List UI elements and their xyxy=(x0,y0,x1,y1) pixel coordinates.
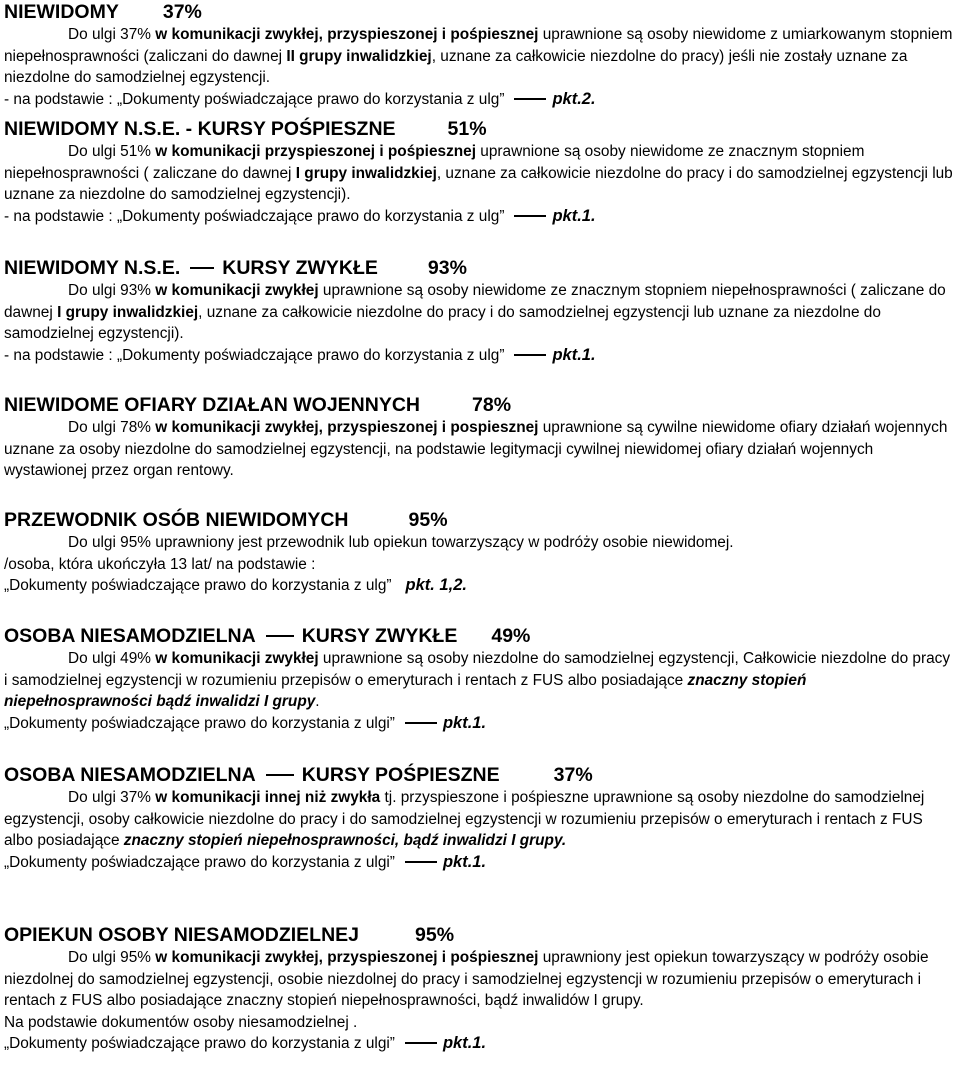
section-body-note: Na podstawie dokumentów osoby niesamodzielnej . xyxy=(4,1013,358,1031)
section-niewidome-ofiary xyxy=(4,393,956,482)
section-heading xyxy=(4,117,956,141)
heading-title: PRZEWODNIK OSÓB NIEWIDOMYCH xyxy=(4,509,349,531)
reference-point: pkt.1. xyxy=(442,713,487,732)
heading-subtitle: KURSY ZWYKŁE xyxy=(222,257,378,279)
section-body xyxy=(4,787,956,852)
body-text: . xyxy=(315,693,320,711)
body-text: Do ulgi 78% xyxy=(68,419,156,436)
heading-subtitle: KURSY POŚPIESZNE xyxy=(197,118,396,140)
section-niewidomy-nse-zwykle xyxy=(4,256,956,366)
reference-line xyxy=(4,345,956,367)
heading-percent: 93% xyxy=(427,257,467,279)
reference-document: „Dokumenty poświadczające prawo do korzystania z ulg” xyxy=(116,90,505,108)
heading-percent: 49% xyxy=(491,625,531,647)
body-text: Do ulgi 37% xyxy=(68,26,156,43)
section-body xyxy=(4,280,956,345)
heading-dash xyxy=(266,635,294,637)
body-text: uprawnione są cywilne niewidome ofiary działań wojennych uznane za osoby niezdolne do samodzielnej egzystencji, na podstawie legitymacji cywilnej niewidomej ofiary działań wojennych wystawionej przez organ rentowy. xyxy=(4,419,948,480)
reference-line xyxy=(4,206,956,228)
body-bold: w komunikacji zwykłej xyxy=(155,650,319,667)
heading-dash xyxy=(190,267,214,269)
body-text: uprawnione są osoby niewidome ze znacznym stopniem niepełnosprawności ( zaliczane do dawnej xyxy=(4,282,946,321)
reference-prefix: - na podstawie : xyxy=(4,207,117,225)
heading-title: OSOBA NIESAMODZIELNA xyxy=(4,625,256,647)
section-heading xyxy=(4,256,956,280)
reference-point: pkt.1. xyxy=(552,345,596,364)
section-przewodnik xyxy=(4,508,956,597)
section-niesamodzielna-zwykle xyxy=(4,624,956,734)
reference-document: „Dokumenty poświadczające prawo do korzystania z ulg” xyxy=(4,577,392,595)
heading-percent: 78% xyxy=(472,394,512,416)
section-opiekun-niesamodzielnej xyxy=(4,923,956,1055)
dash-rule xyxy=(405,1042,437,1044)
body-text: , uznane za całkowicie niezdolne do pracy) jeśli nie zostały uznane za niezdolne do samodzielnej egzystencji. xyxy=(4,47,908,87)
reference-document: „Dokumenty poświadczające prawo do korzystania z ulgi” xyxy=(4,1035,395,1053)
dash-rule xyxy=(405,861,437,863)
body-text: uprawnione są osoby niezdolne do samodzielnej egzystencji, Całkowicie niezdolne do pracy i samodzielnej egzystencji w rozumieniu przepisów o emeryturach i rentach z FUS albo posiadające xyxy=(4,650,951,689)
body-text: Do ulgi 49% xyxy=(68,650,156,667)
body-text: Do ulgi 51% xyxy=(68,143,156,160)
section-body xyxy=(4,141,956,206)
reference-point: pkt.2. xyxy=(552,89,596,108)
heading-percent: 95% xyxy=(415,924,455,946)
reference-prefix: - na podstawie : xyxy=(4,346,117,364)
heading-percent: 37% xyxy=(162,1,202,23)
body-bold: II grupy inwalidzkiej xyxy=(286,47,432,65)
reference-point: pkt.1. xyxy=(442,1034,487,1053)
heading-separator: - xyxy=(180,118,198,140)
body-bold: w komunikacji zwykłej, przyspieszonej i pospiesznej xyxy=(155,419,539,436)
heading-percent: 95% xyxy=(408,509,448,531)
reference-point: pkt.1. xyxy=(552,206,596,225)
body-bold: I grupy inwalidzkiej xyxy=(295,164,437,182)
section-heading xyxy=(4,0,956,24)
heading-title: OSOBA NIESAMODZIELNA xyxy=(4,764,256,786)
reference-line xyxy=(4,1033,956,1055)
heading-title: OPIEKUN OSOBY NIESAMODZIELNEJ xyxy=(4,924,360,946)
reference-line xyxy=(4,713,956,735)
reference-document: „Dokumenty poświadczające prawo do korzystania z ulg” xyxy=(116,207,505,225)
section-heading xyxy=(4,624,956,648)
body-text: uprawnione są osoby niewidome z umiarkowanym stopniem niepełnosprawności (zaliczani do dawnej xyxy=(4,26,953,65)
reference-document: „Dokumenty poświadczające prawo do korzystania z ulgi” xyxy=(4,714,395,732)
reference-line xyxy=(4,89,956,111)
section-body xyxy=(4,648,956,713)
body-bold: w komunikacji przyspieszonej i pośpiesznej xyxy=(155,143,476,160)
section-body-note: /osoba, która ukończyła 13 lat/ na podstawie : xyxy=(4,555,316,573)
reference-document: „Dokumenty poświadczające prawo do korzystania z ulgi” xyxy=(4,853,395,871)
body-bold: w komunikacji innej niż zwykła xyxy=(155,789,381,806)
body-text: uprawniony jest opiekun towarzyszący w podróży osobie niezdolnej do samodzielnej egzystencji, osobie niezdolnej do pracy i samodzielnej egzystencji w rozumieniu przepisów o emeryturach i rentach z FUS albo posiadające znaczny stopień niepełnosprawności, bądź inwalidów I grupy. xyxy=(4,949,929,1010)
heading-title: NIEWIDOMY N.S.E. xyxy=(4,118,181,140)
section-body xyxy=(4,24,956,89)
reference-line xyxy=(4,575,956,597)
body-text: Do ulgi 37% xyxy=(68,789,156,806)
section-niesamodzielna-pospieszne xyxy=(4,763,956,873)
body-bold: I grupy inwalidzkiej xyxy=(57,303,199,321)
heading-subtitle: KURSY ZWYKŁE xyxy=(301,625,458,647)
section-body xyxy=(4,417,956,482)
section-body xyxy=(4,947,956,1012)
body-bold: w komunikacji zwykłej, przyspieszonej i pośpiesznej xyxy=(155,26,539,43)
dash-rule xyxy=(514,98,546,100)
heading-title: NIEWIDOMY N.S.E. xyxy=(4,257,181,279)
dash-rule xyxy=(514,215,546,217)
section-heading xyxy=(4,508,956,532)
section-heading xyxy=(4,763,956,787)
section-body: Do ulgi 95% uprawniony jest przewodnik lub opiekun towarzyszący w podróży osobie niewidomej. xyxy=(68,534,734,551)
body-text: tj. przyspieszone i pośpieszne uprawnione są osoby niezdolne do samodzielnej egzystencji, osoby całkowicie niezdolne do pracy i do samodzielnej egzystencji w rozumieniu przepisów o emeryturach i rentach z FUS albo posiadające xyxy=(4,789,925,850)
body-text: Do ulgi 93% xyxy=(68,282,156,299)
body-text: uprawnione są osoby niewidome ze znacznym stopniem niepełnosprawności ( zaliczane do dawnej xyxy=(4,143,865,182)
dash-rule xyxy=(405,722,437,724)
body-text: Do ulgi 95% xyxy=(68,949,156,966)
reference-prefix: - na podstawie : xyxy=(4,90,117,108)
body-bold-italic: znaczny stopień niepełnosprawności, bądź inwalidzi I grupy. xyxy=(123,832,567,850)
heading-title: NIEWIDOMY xyxy=(4,1,119,23)
reference-line xyxy=(4,852,956,874)
heading-dash xyxy=(266,774,294,776)
section-heading xyxy=(4,923,956,947)
reference-document: „Dokumenty poświadczające prawo do korzystania z ulg” xyxy=(116,346,505,364)
section-niewidomy-37 xyxy=(4,0,956,110)
reference-point: pkt.1. xyxy=(442,852,487,871)
section-niewidomy-nse-pospieszne xyxy=(4,117,956,227)
reference-point: pkt. 1,2. xyxy=(405,576,467,595)
dash-rule xyxy=(514,354,546,356)
heading-title: NIEWIDOME OFIARY DZIAŁAN WOJENNYCH xyxy=(4,394,421,416)
body-bold: w komunikacji zwykłej, przyspieszonej i pośpiesznej xyxy=(155,949,539,966)
heading-percent: 51% xyxy=(447,118,487,140)
body-bold: w komunikacji zwykłej xyxy=(155,282,319,299)
body-text: , uznane za całkowicie niezdolne do pracy i do samodzielnej egzystencji lub uznane za niezdolne do samodzielnej egzystencji). xyxy=(4,164,953,204)
section-heading xyxy=(4,393,956,417)
heading-subtitle: KURSY POŚPIESZNE xyxy=(301,764,500,786)
heading-percent: 37% xyxy=(553,764,593,786)
body-bold-italic: znaczny stopień niepełnosprawności bądź inwalidzi I grupy xyxy=(4,671,807,711)
body-text: , uznane za całkowicie niezdolne do pracy i do samodzielnej egzystencji lub uznane za niezdolne do samodzielnej egzystencji). xyxy=(4,303,881,343)
